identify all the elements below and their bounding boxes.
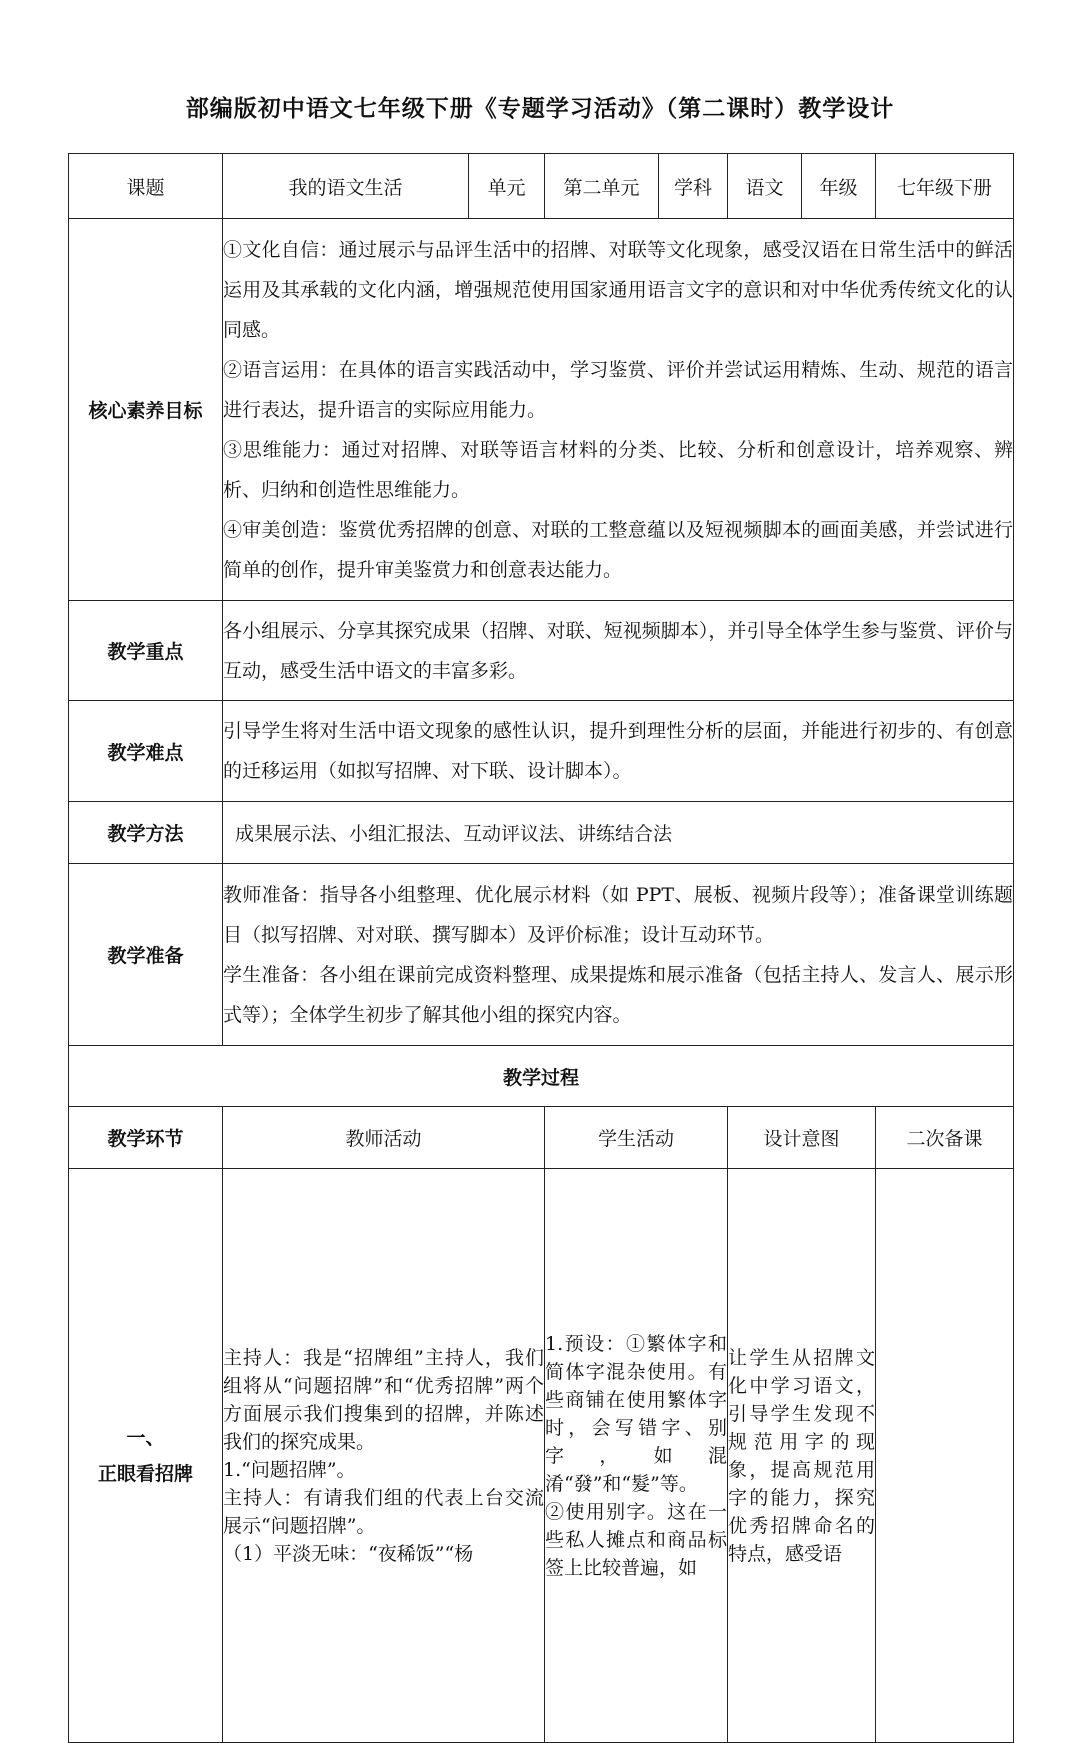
unit-value: 第二单元 [545, 154, 659, 219]
goals-row [69, 219, 1014, 601]
teacher-line: 主持人：有请我们组的代表上台交流展示“问题招牌”。 [223, 1486, 544, 1537]
methods-text: 成果展示法、小组汇报法、互动评议法、讲练结合法 [223, 802, 1014, 864]
goal-item: ③思维能力：通过对招牌、对联等语言材料的分类、比较、分析和创意设计，培养观察、辨析、归纳和创造性思维能力。 [223, 438, 1013, 501]
student-line: ②使用别字。这在一些私人摊点和商品标签上比较普遍，如 [545, 1500, 727, 1579]
stage-title [69, 1169, 223, 1743]
col-stage: 教学环节 [69, 1107, 223, 1169]
methods-row [69, 802, 1014, 864]
preparation-item: 教师准备：指导各小组整理、优化展示材料（如 PPT、展板、视频片段等）；准备课堂训练题目（拟写招牌、对对联、撰写脚本）及评价标准；设计互动环节。 [223, 883, 1013, 946]
key-points-row [69, 601, 1014, 701]
col-design-intent: 设计意图 [728, 1107, 876, 1169]
topic-label: 课题 [69, 154, 223, 219]
header-row [69, 154, 1014, 219]
preparation-item: 学生准备：各小组在课前完成资料整理、成果提炼和展示准备（包括主持人、发言人、展示形式等）；全体学生初步了解其他小组的探究内容。 [223, 963, 1013, 1026]
col-teacher-activity: 教师活动 [223, 1107, 545, 1169]
teacher-line: 1.“问题招牌”。 [223, 1458, 356, 1481]
col-student-activity: 学生活动 [545, 1107, 728, 1169]
unit-label: 单元 [469, 154, 545, 219]
methods-label: 教学方法 [69, 802, 223, 864]
goal-item: ②语言运用：在具体的语言实践活动中，学习鉴赏、评价并尝试运用精炼、生动、规范的语言进行表达，提升语言的实际应用能力。 [223, 358, 1013, 421]
lesson-plan-table [68, 153, 1014, 1743]
grade-label: 年级 [802, 154, 876, 219]
stage-number: 一、 [126, 1426, 165, 1449]
goals-label: 核心素养目标 [69, 219, 223, 601]
teacher-line: （1）平淡无味：“夜稀饭”“杨 [223, 1542, 474, 1565]
teacher-activity [223, 1169, 545, 1743]
difficulties-text: 引导学生将对生活中语文现象的感性认识，提升到理性分析的层面，并能进行初步的、有创意的迁移运用（如拟写招牌、对下联、设计脚本）。 [223, 701, 1014, 802]
preparation-row [69, 864, 1014, 1046]
key-points-text: 各小组展示、分享其探究成果（招牌、对联、短视频脚本），并引导全体学生参与鉴赏、评价与互动，感受生活中语文的丰富多彩。 [223, 601, 1014, 701]
topic-value: 我的语文生活 [223, 154, 469, 219]
subject-value: 语文 [728, 154, 802, 219]
goal-item: ①文化自信：通过展示与品评生活中的招牌、对联等文化现象，感受汉语在日常生活中的鲜活运用及其承载的文化内涵，增强规范使用国家通用语言文字的意识和对中华优秀传统文化的认同感。 [223, 238, 1013, 341]
student-line: 1.预设：①繁体字和简体字混杂使用。有些商铺在使用繁体字时，会写错字、别字，如混淆“發”和“髮”等。 [545, 1332, 727, 1495]
design-intent: 让学生从招牌文化中学习语文，引导学生发现不规范用字的现象，提高规范用字的能力，探究优秀招牌命名的特点，感受语 [728, 1169, 876, 1743]
preparation-label: 教学准备 [69, 864, 223, 1046]
col-secondary-prep: 二次备课 [876, 1107, 1014, 1169]
document-title: 部编版初中语文七年级下册《专题学习活动》（第二课时）教学设计 [185, 95, 895, 122]
process-heading: 教学过程 [69, 1046, 1014, 1107]
process-columns-row [69, 1107, 1014, 1169]
stage-name: 正眼看招牌 [97, 1462, 193, 1485]
subject-label: 学科 [659, 154, 728, 219]
teacher-line: 主持人：我是“招牌组”主持人，我们组将从“问题招牌”和“优秀招牌”两个方面展示我们搜集到的招牌，并陈述我们的探究成果。 [223, 1346, 544, 1453]
goals-content [223, 219, 1014, 601]
secondary-prep [876, 1169, 1014, 1743]
difficulties-row [69, 701, 1014, 802]
goal-item: ④审美创造：鉴赏优秀招牌的创意、对联的工整意蕴以及短视频脚本的画面美感，并尝试进行简单的创作，提升审美鉴赏力和创意表达能力。 [223, 518, 1013, 581]
student-activity [545, 1169, 728, 1743]
difficulties-label: 教学难点 [69, 701, 223, 802]
grade-value: 七年级下册 [876, 154, 1014, 219]
preparation-content [223, 864, 1014, 1046]
process-heading-row [69, 1046, 1014, 1107]
stage-row [69, 1169, 1014, 1743]
key-points-label: 教学重点 [69, 601, 223, 701]
